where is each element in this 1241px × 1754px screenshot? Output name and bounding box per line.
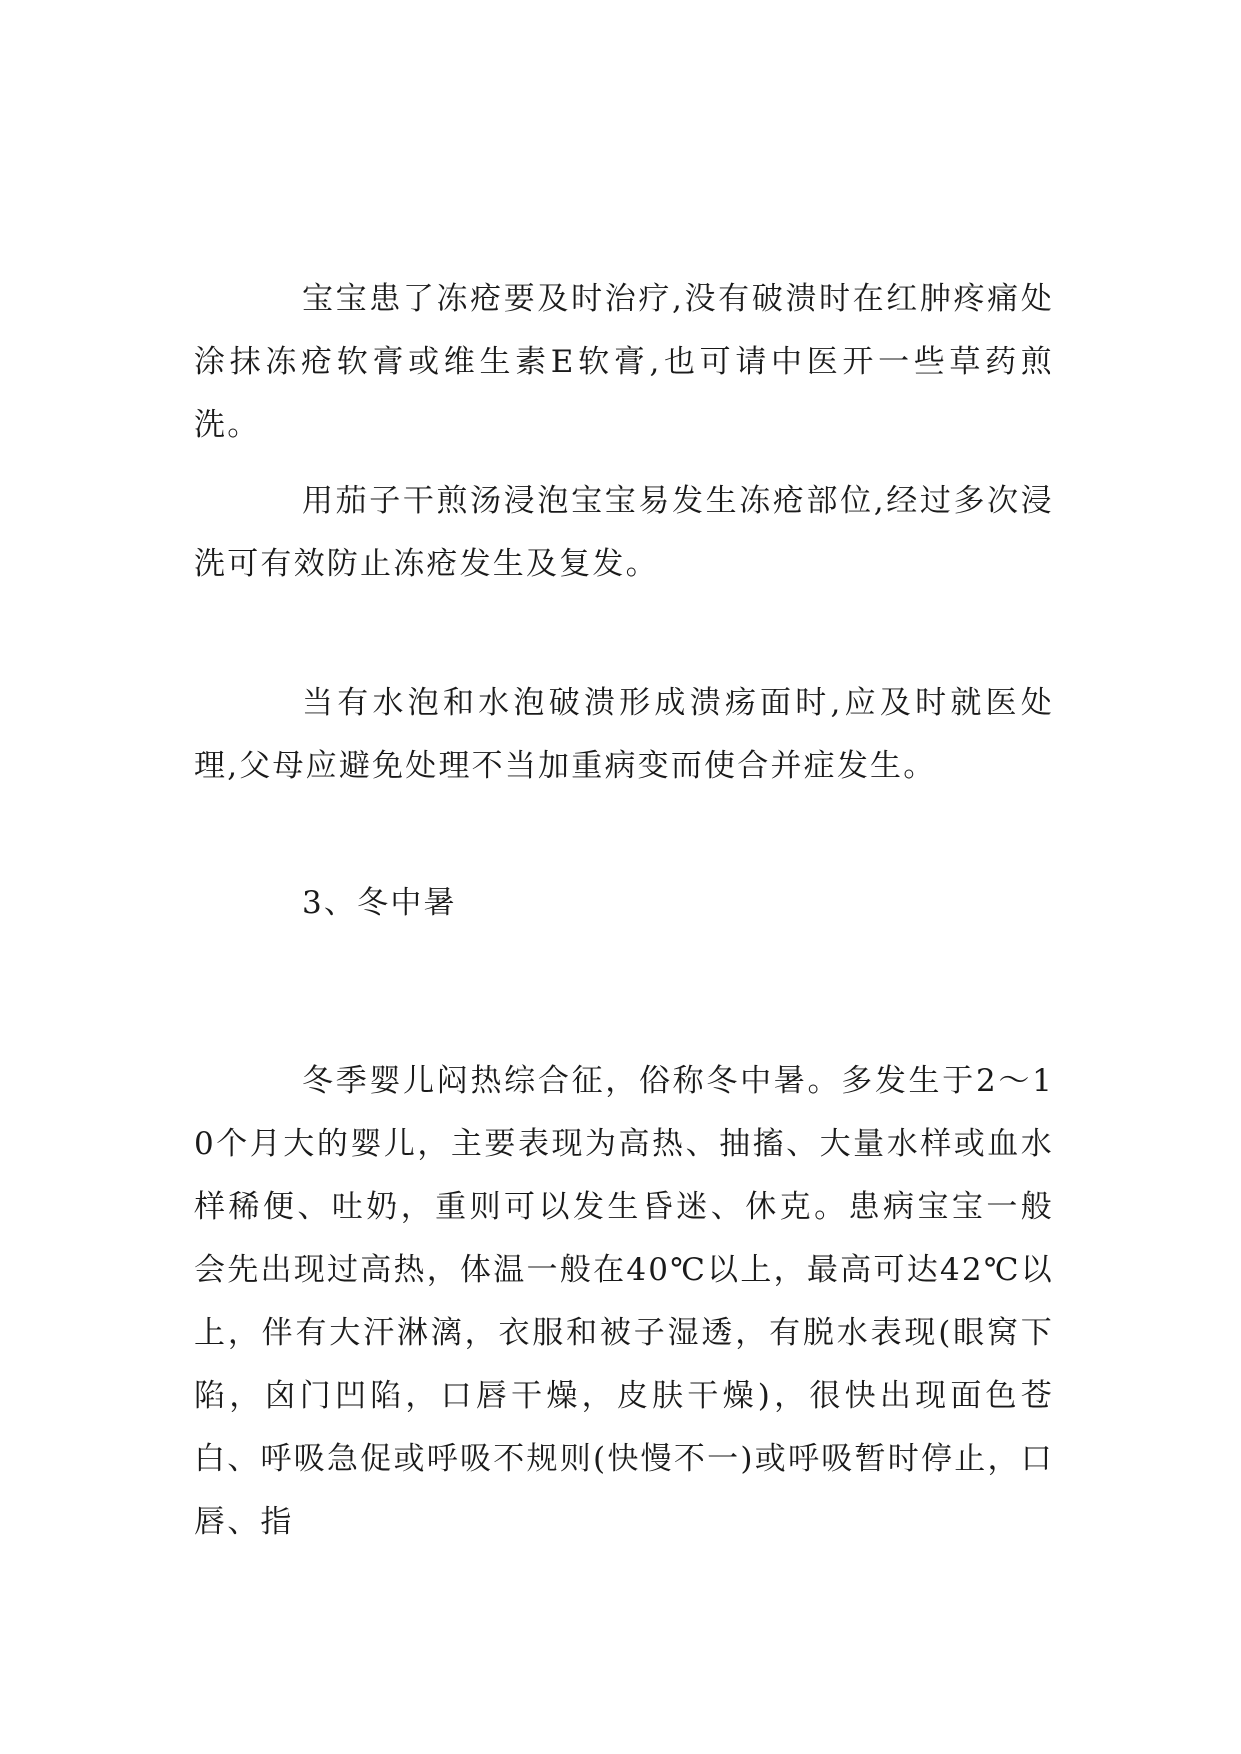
paragraph-frostbite-treatment: 宝宝患了冻疮要及时治疗,没有破溃时在红肿疼痛处涂抹冻疮软膏或维生素E软膏,也可请中医开一些草药煎洗。 [194, 281, 1054, 443]
paragraph-eggplant-soak: 用茄子干煎汤浸泡宝宝易发生冻疮部位,经过多次浸洗可有效防止冻疮发生及复发。 [194, 483, 1054, 582]
paragraph-blister-care: 当有水泡和水泡破溃形成溃疡面时,应及时就医处理,父母应避免处理不当加重病变而使合并症发生。 [194, 685, 1054, 784]
section-heading: 3、冬中暑 [302, 885, 457, 921]
paragraph-winter-heatstroke: 冬季婴儿闷热综合征，俗称冬中暑。多发生于2～10个月大的婴儿，主要表现为高热、抽搐、大量水样或血水样稀便、吐奶，重则可以发生昏迷、休克。患病宝宝一般会先出现过高热，体温一般在40℃以上，最高可达42℃以上，伴有大汗淋漓，衣服和被子湿透，有脱水表现(眼窝下陷，囟门凹陷，口唇干燥，皮肤干燥)，很快出现面色苍白、呼吸急促或呼吸不规则(快慢不一)或呼吸暂时停止，口唇、指 [194, 1063, 1054, 1540]
